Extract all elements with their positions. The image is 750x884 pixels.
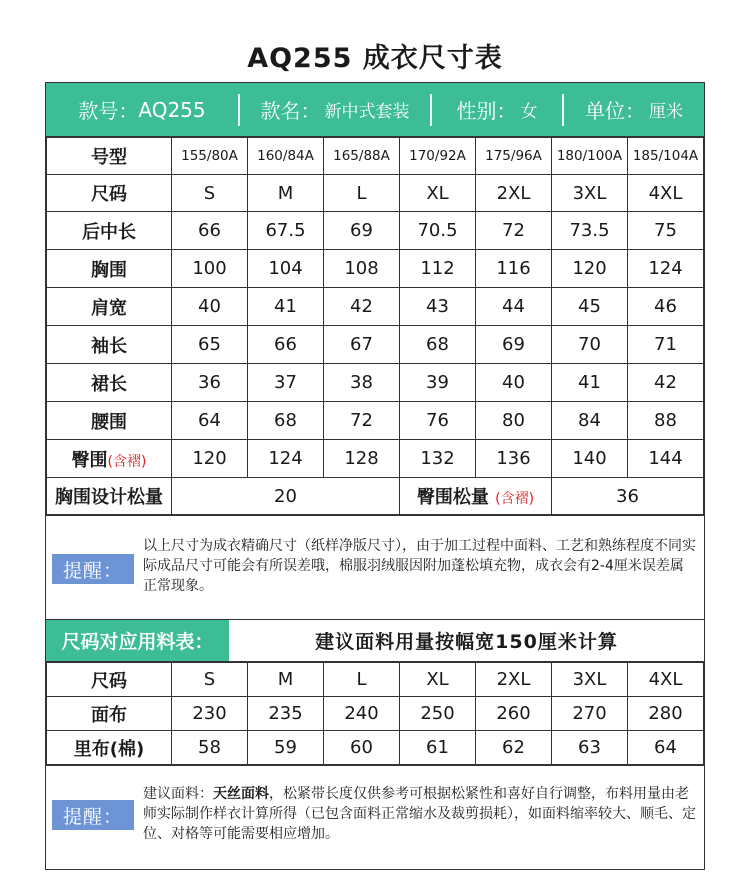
table-cell: 42: [324, 288, 400, 326]
table-cell: 132: [400, 440, 476, 478]
table-row: [47, 697, 704, 731]
row-label-text: 裙长: [91, 373, 127, 395]
row-label-text: 号型: [91, 147, 127, 168]
table-row: [47, 138, 704, 175]
table-cell: 66: [248, 326, 324, 364]
table-cell: 3XL: [552, 663, 628, 697]
chest-ease-value: 20: [172, 478, 400, 515]
style-number: [46, 83, 238, 136]
table-cell: 59: [248, 731, 324, 765]
table-cell: 260: [476, 697, 552, 731]
table-cell: M: [248, 663, 324, 697]
table-cell: 70: [552, 326, 628, 364]
row-label-text: 腰围: [91, 411, 127, 433]
table-cell: 165/88A: [324, 138, 400, 175]
unit: [564, 83, 704, 136]
gender-value: 女: [520, 102, 538, 122]
table-cell: 84: [552, 402, 628, 440]
table-cell: 4XL: [628, 175, 704, 212]
table-cell: 71: [628, 326, 704, 364]
gender-label: 性别：: [456, 99, 517, 123]
row-label-text: 尺码: [91, 184, 127, 205]
hip-ease-label-text: 臀围松量: [416, 487, 489, 508]
fabric-section-header: [46, 620, 704, 662]
table-cell: 64: [628, 731, 704, 765]
row-label-note: (含褶): [107, 453, 147, 470]
hip-ease-label: [400, 478, 552, 515]
reminder-fabric: 天丝面料: [213, 786, 269, 802]
divider: [430, 94, 432, 126]
table-cell: 250: [400, 697, 476, 731]
table-cell: 43: [400, 288, 476, 326]
table-cell: L: [324, 175, 400, 212]
table-cell: 4XL: [628, 663, 704, 697]
table-cell: 76: [400, 402, 476, 440]
table-cell: 170/92A: [400, 138, 476, 175]
row-label: [47, 402, 172, 440]
table-cell: 72: [324, 402, 400, 440]
table-cell: 2XL: [476, 175, 552, 212]
reminder-body: ，松紧带长度仅供参考可根据松紧性和喜好自行调整，布料用量由老师实际制作样衣计算所得（已包含面料正常缩水及裁剪损耗），如面料缩率较大、顺毛、定位、对格等可能需要相应增加。: [143, 786, 696, 842]
table-row: [47, 288, 704, 326]
row-label: [47, 250, 172, 288]
table-cell: 39: [400, 364, 476, 402]
table-cell: S: [172, 663, 248, 697]
table-cell: 155/80A: [172, 138, 248, 175]
table-cell: M: [248, 175, 324, 212]
table-cell: 112: [400, 250, 476, 288]
table-cell: 75: [628, 212, 704, 250]
table-cell: 68: [248, 402, 324, 440]
divider: [562, 94, 564, 126]
table-cell: 41: [248, 288, 324, 326]
table-cell: 67: [324, 326, 400, 364]
row-label: [47, 288, 172, 326]
row-label-text: 肩宽: [91, 297, 127, 319]
fabric-section-subtitle: 建议面料用量按幅宽150厘米计算: [315, 631, 618, 653]
table-row: [47, 731, 704, 765]
row-label: 里布(棉): [47, 731, 172, 765]
table-cell: 65: [172, 326, 248, 364]
info-bar: [46, 83, 704, 137]
table-cell: 58: [172, 731, 248, 765]
table-cell: 104: [248, 250, 324, 288]
table-cell: S: [172, 175, 248, 212]
style-name-label: 款名：: [260, 99, 321, 123]
table-cell: XL: [400, 175, 476, 212]
style-number-value: AQ255: [138, 97, 206, 122]
table-cell: 36: [172, 364, 248, 402]
table-cell: 67.5: [248, 212, 324, 250]
table-cell: 160/84A: [248, 138, 324, 175]
divider: [238, 94, 240, 126]
row-label: [47, 175, 172, 212]
table-cell: 180/100A: [552, 138, 628, 175]
row-label: [47, 326, 172, 364]
table-cell: 40: [476, 364, 552, 402]
table-row: [47, 663, 704, 697]
row-label: [47, 364, 172, 402]
style-name: [240, 83, 430, 136]
table-cell: 42: [628, 364, 704, 402]
table-row: [47, 250, 704, 288]
table-row: [47, 175, 704, 212]
reminder-2: [46, 765, 704, 869]
table-cell: 69: [476, 326, 552, 364]
table-cell: 72: [476, 212, 552, 250]
style-number-label: 款号：: [78, 99, 139, 123]
table-cell: 144: [628, 440, 704, 478]
fabric-section-title: 尺码对应用料表：: [46, 620, 229, 661]
size-table: [46, 137, 704, 515]
table-cell: 62: [476, 731, 552, 765]
reminder-prefix: 建议面料：: [143, 786, 213, 802]
row-label: [47, 138, 172, 175]
style-name-value: 新中式套装: [324, 102, 410, 122]
table-cell: 69: [324, 212, 400, 250]
page-title: AQ255 成衣尺寸表: [247, 43, 503, 74]
table-row: [47, 440, 704, 478]
table-cell: 88: [628, 402, 704, 440]
gender: [432, 83, 562, 136]
table-cell: 230: [172, 697, 248, 731]
table-cell: 136: [476, 440, 552, 478]
table-cell: XL: [400, 663, 476, 697]
ease-row: [47, 478, 704, 515]
row-label-text: 袖长: [91, 335, 127, 357]
table-cell: 2XL: [476, 663, 552, 697]
reminder-tag: 提醒：: [52, 554, 134, 584]
fabric-table: [46, 662, 704, 765]
table-cell: 124: [628, 250, 704, 288]
table-cell: 116: [476, 250, 552, 288]
row-label-text: 臀围: [71, 449, 108, 471]
table-cell: 80: [476, 402, 552, 440]
unit-value: 厘米: [649, 102, 683, 122]
reminder-tag: 提醒：: [52, 800, 134, 830]
table-cell: 100: [172, 250, 248, 288]
row-label: [47, 440, 172, 478]
table-cell: L: [324, 663, 400, 697]
table-cell: 108: [324, 250, 400, 288]
table-cell: 63: [552, 731, 628, 765]
reminder-text: [143, 784, 696, 844]
row-label-text: 后中长: [82, 221, 136, 243]
size-chart-frame: [45, 82, 705, 870]
table-row: [47, 364, 704, 402]
table-row: [47, 402, 704, 440]
table-cell: 70.5: [400, 212, 476, 250]
reminder-text: 以上尺寸为成衣精确尺寸（纸样净版尺寸），由于加工过程中面料、工艺和熟练程度不同实际成品尺寸可能会有所误差哦，棉服羽绒服因附加蓬松填充物，成衣会有2-4厘米误差属正常现象。: [143, 538, 696, 594]
table-cell: 140: [552, 440, 628, 478]
chest-ease-label: 胸围设计松量: [47, 478, 172, 515]
table-cell: 124: [248, 440, 324, 478]
row-label: [47, 212, 172, 250]
unit-label: 单位：: [585, 99, 645, 123]
table-cell: 185/104A: [628, 138, 704, 175]
table-cell: 46: [628, 288, 704, 326]
table-cell: 175/96A: [476, 138, 552, 175]
table-cell: 37: [248, 364, 324, 402]
table-row: [47, 326, 704, 364]
row-label-text: 胸围: [91, 259, 127, 281]
table-cell: 66: [172, 212, 248, 250]
reminder-1: [46, 515, 704, 620]
table-cell: 120: [552, 250, 628, 288]
row-label: 尺码: [47, 663, 172, 697]
table-cell: 61: [400, 731, 476, 765]
table-cell: 235: [248, 697, 324, 731]
table-cell: 73.5: [552, 212, 628, 250]
row-label: 面布: [47, 697, 172, 731]
table-cell: 44: [476, 288, 552, 326]
table-cell: 60: [324, 731, 400, 765]
hip-ease-value: 36: [552, 478, 704, 515]
hip-ease-note: (含褶): [495, 491, 535, 507]
table-cell: 68: [400, 326, 476, 364]
table-cell: 280: [628, 697, 704, 731]
table-cell: 45: [552, 288, 628, 326]
table-cell: 240: [324, 697, 400, 731]
table-cell: 41: [552, 364, 628, 402]
table-cell: 3XL: [552, 175, 628, 212]
table-row: [47, 212, 704, 250]
table-cell: 128: [324, 440, 400, 478]
table-cell: 270: [552, 697, 628, 731]
table-cell: 38: [324, 364, 400, 402]
table-cell: 64: [172, 402, 248, 440]
table-cell: 120: [172, 440, 248, 478]
table-cell: 40: [172, 288, 248, 326]
